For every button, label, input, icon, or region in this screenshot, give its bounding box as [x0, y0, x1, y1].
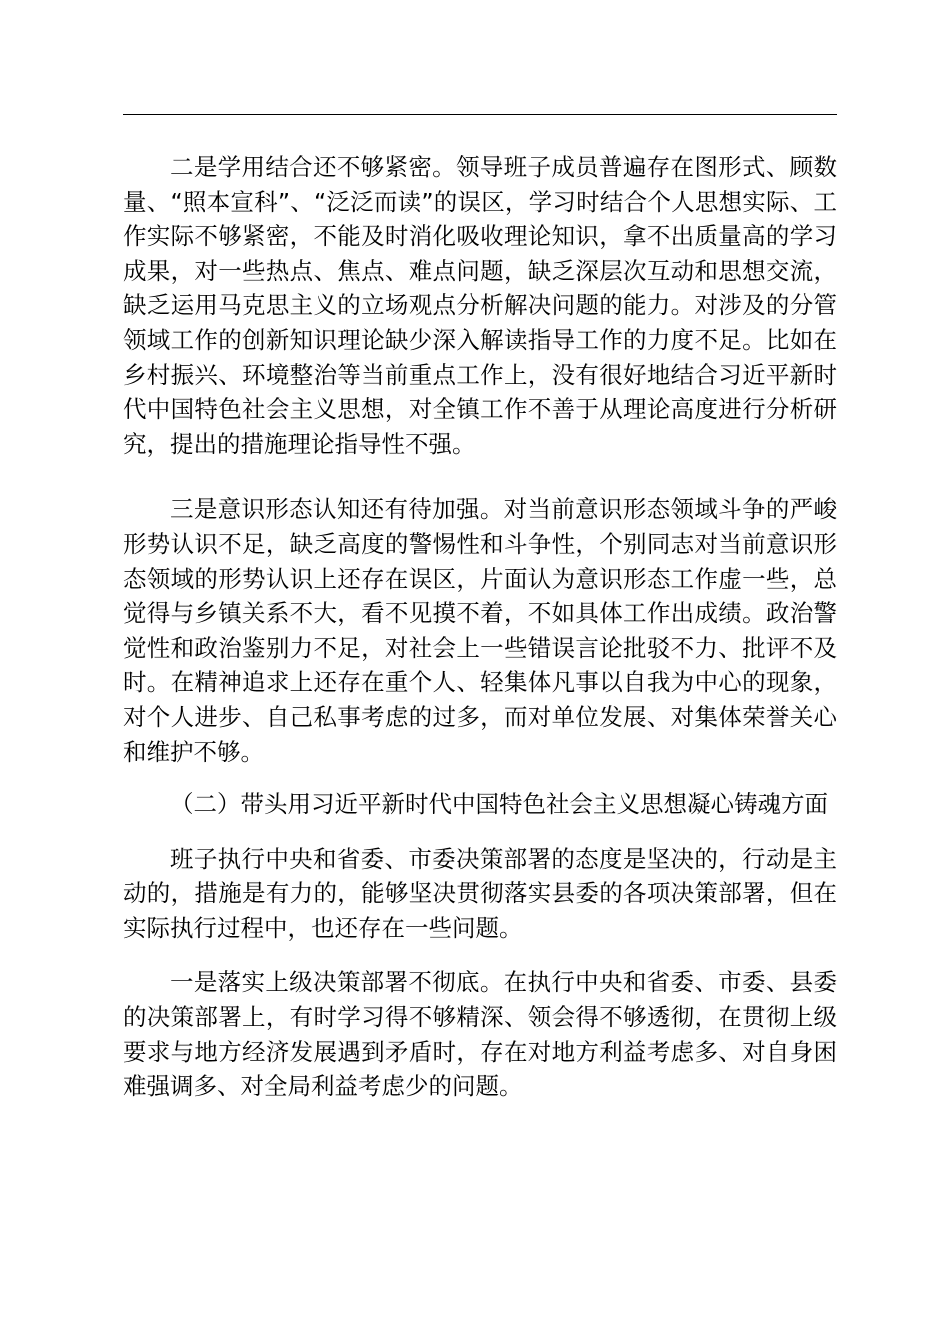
header-rule — [123, 114, 837, 115]
section-heading-two: （二）带头用习近平新时代中国特色社会主义思想凝心铸魂方面 — [170, 790, 828, 819]
paragraph-study-application: 二是学用结合还不够紧密。领导班子成员普遍存在图形式、顾数量、“照本宣科”、“泛泛而读”的误区，学习时结合个人思想实际、工作实际不够紧密，不能及时消化吸收理论知识，拿不出质量高的学习成果，对一些热点、焦点、难点问题，缺乏深层次互动和思想交流，缺乏运用马克思主义的立场观点分析解决问题的能力。对涉及的分管领域工作的创新知识理论缺少深入解读指导工作的力度不足。比如在乡村振兴、环境整治等当前重点工作上，没有很好地结合习近平新时代中国特色社会主义思想，对全镇工作不善于从理论高度进行分析研究，提出的措施理论指导性不强。 — [123, 153, 837, 458]
paragraph-implementation: 一是落实上级决策部署不彻底。在执行中央和省委、市委、县委的决策部署上，有时学习得不够精深、领会得不够透彻，在贯彻上级要求与地方经济发展遇到矛盾时，存在对地方利益考虑多、对自身困难强调多、对全局利益考虑少的问题。 — [123, 968, 837, 1101]
paragraph-ideology-awareness: 三是意识形态认知还有待加强。对当前意识形态领域斗争的严峻形势认识不足，缺乏高度的警惕性和斗争性，个别同志对当前意识形态领域的形势认识上还存在误区，片面认为意识形态工作虚一些，总觉得与乡镇关系不大，看不见摸不着，不如具体工作出成绩。政治警觉性和政治鉴别力不足，对社会上一些错误言论批驳不力、批评不及时。在精神追求上还存在重个人、轻集体凡事以自我为中心的现象，对个人进步、自己私事考虑的过多，而对单位发展、对集体荣誉关心和维护不够。 — [123, 495, 837, 766]
document-body — [123, 150, 837, 1104]
paragraph-team-execution: 班子执行中央和省委、市委决策部署的态度是坚决的，行动是主动的，措施是有力的，能够坚决贯彻落实县委的各项决策部署，但在实际执行过程中，也还存在一些问题。 — [123, 844, 837, 942]
